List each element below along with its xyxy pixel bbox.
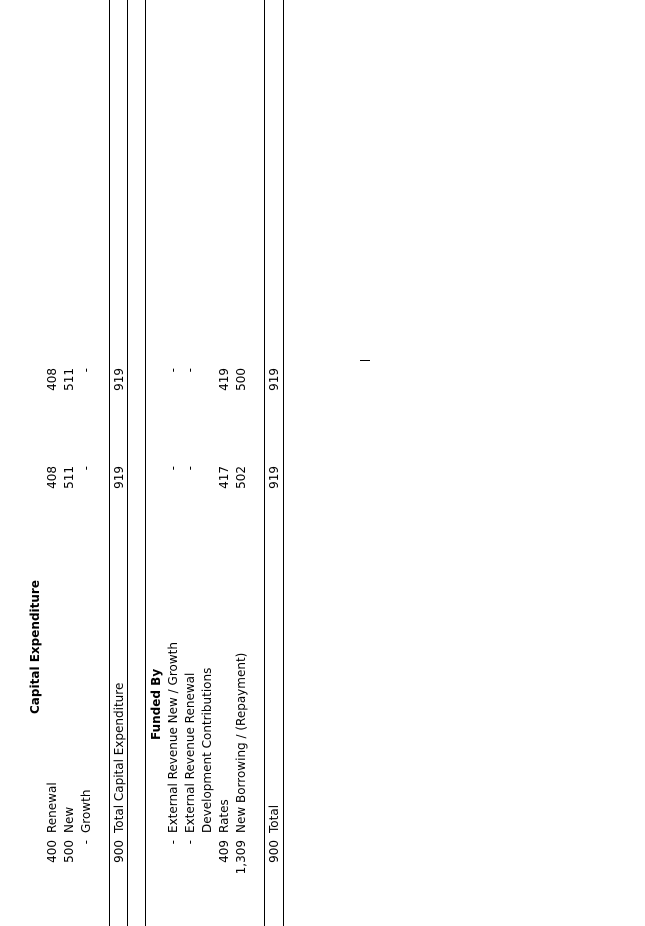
fund-borrowing-label: New Borrowing / (Repayment) xyxy=(234,652,248,833)
fund-dev-label: Development Contributions xyxy=(200,667,214,833)
divider-line xyxy=(145,0,146,926)
divider-line xyxy=(127,0,128,926)
capex-total-budget: 919 xyxy=(112,368,126,391)
divider-line xyxy=(283,0,284,926)
divider-line xyxy=(264,0,265,926)
fund-rates-plan: 417 xyxy=(217,466,231,489)
fund-total-budget: 919 xyxy=(267,368,281,391)
capex-new-budget: 511 xyxy=(62,368,76,391)
capex-total-plan: 919 xyxy=(112,466,126,489)
fund-ext-renewal-label: External Revenue Renewal xyxy=(183,672,197,833)
capital-expenditure-heading: Capital Expenditure xyxy=(28,580,42,714)
fund-rates-prior: 409 xyxy=(217,840,231,863)
capex-new-prior: 500 xyxy=(62,840,76,863)
fund-ext-renewal-prior: - xyxy=(183,840,197,845)
fund-total-prior: 900 xyxy=(267,840,281,863)
fund-ext-new-prior: - xyxy=(166,840,180,845)
divider-line xyxy=(109,0,110,926)
capex-renewal-prior: 400 xyxy=(45,840,59,863)
capex-growth-prior: - xyxy=(79,840,93,845)
fund-ext-renewal-plan: - xyxy=(183,466,197,471)
capex-growth-budget: - xyxy=(79,368,93,373)
divider-tick xyxy=(360,360,370,361)
capex-total-prior: 900 xyxy=(112,840,126,863)
fund-ext-renewal-budget: - xyxy=(183,368,197,373)
fund-borrowing-plan: 502 xyxy=(234,466,248,489)
fund-borrowing-prior: 1,309 xyxy=(234,840,248,875)
capex-renewal-plan: 408 xyxy=(45,466,59,489)
fund-total-label: Total xyxy=(267,804,281,833)
fund-rates-budget: 419 xyxy=(217,368,231,391)
fund-ext-new-budget: - xyxy=(166,368,180,373)
capex-new-plan: 511 xyxy=(62,466,76,489)
funded-by-heading: Funded By xyxy=(149,668,163,740)
capex-new-label: New xyxy=(62,806,76,833)
fund-total-plan: 919 xyxy=(267,466,281,489)
fund-ext-new-plan: - xyxy=(166,466,180,471)
fund-borrowing-budget: 500 xyxy=(234,368,248,391)
capex-growth-plan: - xyxy=(79,466,93,471)
capex-total-label: Total Capital Expenditure xyxy=(112,682,126,833)
capex-renewal-label: Renewal xyxy=(45,782,59,833)
capex-growth-label: Growth xyxy=(79,789,93,833)
fund-rates-label: Rates xyxy=(217,799,231,833)
capex-renewal-budget: 408 xyxy=(45,368,59,391)
fund-ext-new-label: External Revenue New / Growth xyxy=(166,642,180,833)
